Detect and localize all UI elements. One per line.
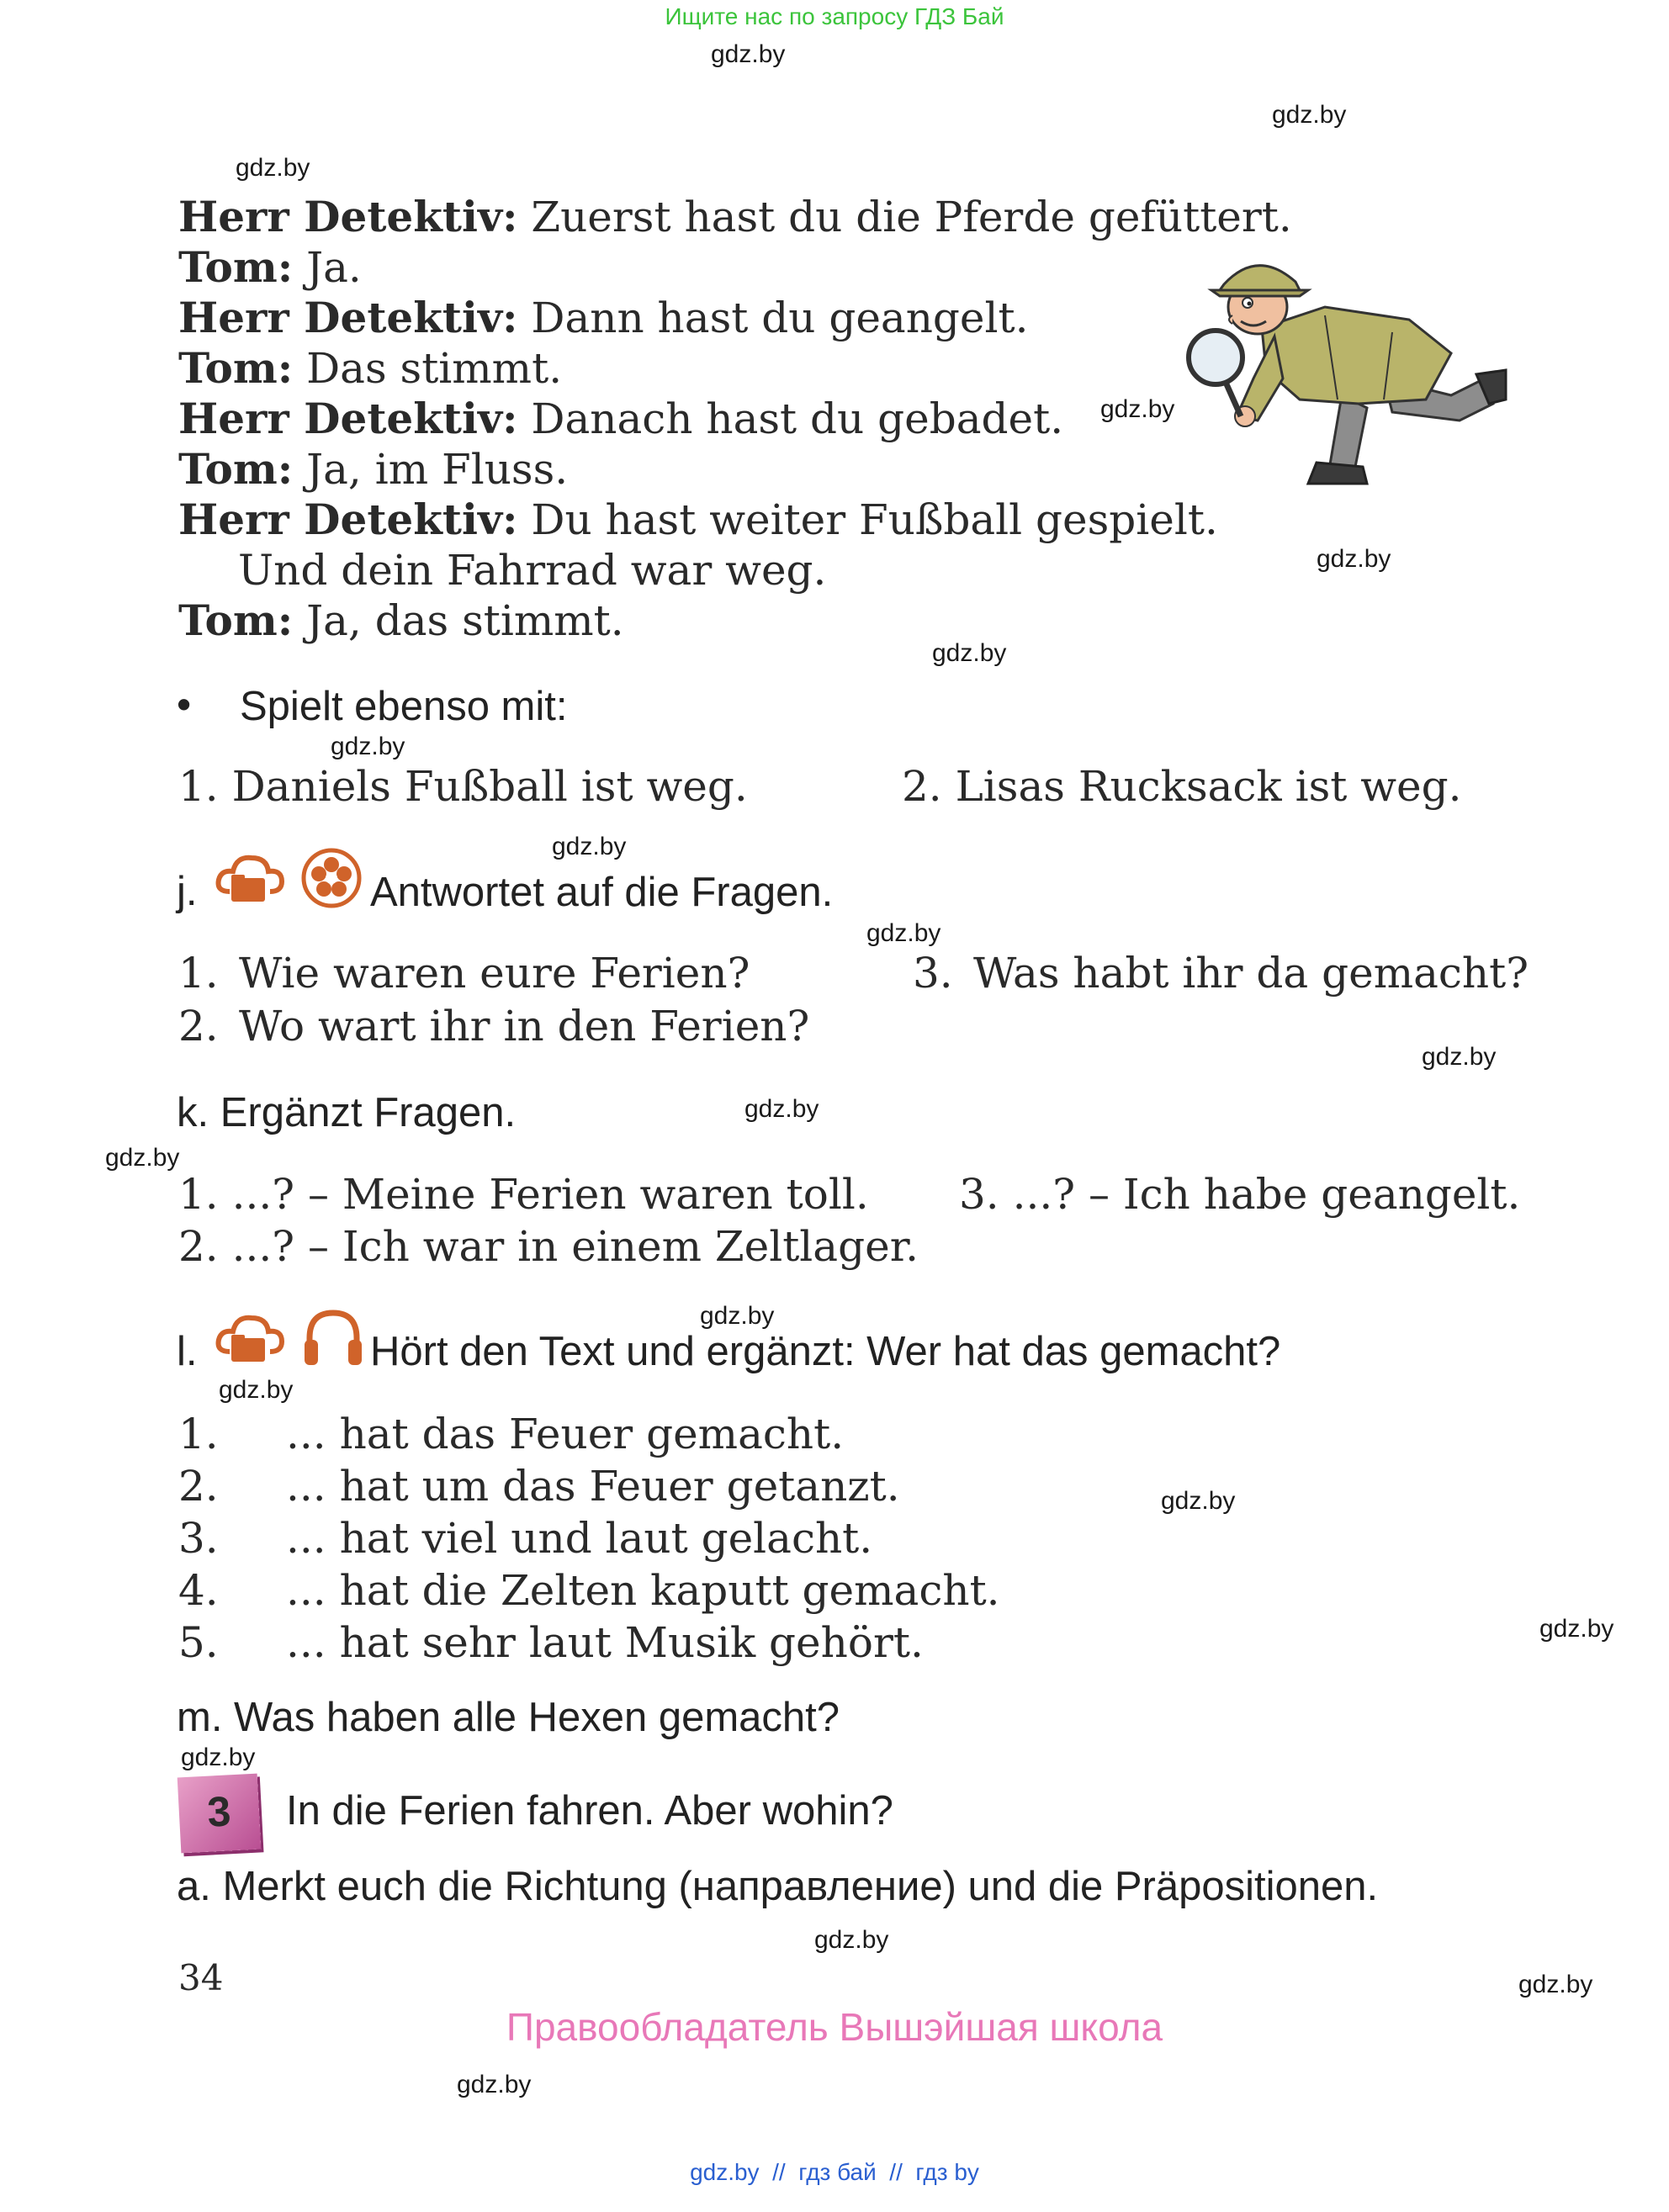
- watermark: gdz.by: [1100, 395, 1175, 423]
- question-item: [178, 948, 750, 998]
- dialogue-text: Ja, im Fluss.: [293, 445, 569, 494]
- speaker-label: Herr Detektiv:: [178, 293, 518, 342]
- cloud-folder-icon[interactable]: [215, 1310, 286, 1368]
- dialogue-line: [178, 595, 624, 646]
- watermark: gdz.by: [1317, 545, 1391, 573]
- dialogue-line: [178, 192, 1292, 242]
- speaker-label: Tom:: [178, 444, 294, 494]
- dialogue-text: Dann hast du geangelt.: [517, 294, 1029, 342]
- speaker-label: Tom:: [178, 595, 294, 645]
- page-number: 34: [178, 1957, 224, 1998]
- item-number: 1.: [178, 1410, 219, 1458]
- watermark: gdz.by: [236, 154, 310, 182]
- list-item: 3. ...? – Ich habe geangelt.: [959, 1170, 1521, 1219]
- watermark: gdz.by: [700, 1302, 775, 1330]
- list-item: 1. Daniels Fußball ist weg.: [178, 762, 748, 811]
- task-k-title-dot: .: [504, 1090, 517, 1135]
- task-j-title: Antwortet auf die Fragen.: [370, 870, 834, 915]
- watermark: gdz.by: [1539, 1615, 1614, 1643]
- watermark: gdz.by: [331, 733, 405, 760]
- dialogue-text: Und dein Fahrrad war weg.: [238, 546, 827, 595]
- item-number: 1.: [178, 949, 219, 998]
- speaker-label: Herr Detektiv:: [178, 394, 518, 443]
- task-l-title: Hört den Text und ergänzt: Wer hat das gemacht?: [370, 1329, 1281, 1374]
- dialogue-line: [178, 242, 362, 293]
- exercise-title: In die Ferien fahren. Aber wohin?: [286, 1788, 893, 1834]
- dialogue-line: [178, 394, 1063, 444]
- play-task-label: Spielt ebenso mit:: [240, 684, 568, 729]
- item-text: Wo wart ihr in den Ferien?: [239, 1002, 810, 1050]
- item-text: ... hat sehr laut Musik gehört.: [286, 1618, 924, 1667]
- item-number: 2.: [178, 1462, 219, 1511]
- watermark: gdz.by: [932, 639, 1007, 667]
- footer-links[interactable]: gdz.by // гдз бай // гдз by: [690, 2159, 979, 2185]
- watermark: gdz.by: [744, 1095, 819, 1123]
- item-text: Was habt ihr da gemacht?: [973, 949, 1529, 998]
- dialogue-line: [178, 293, 1029, 343]
- watermark: gdz.by: [105, 1144, 180, 1172]
- copyright: Правообладатель Вышэйшая школа: [506, 2005, 1163, 2049]
- headphones-icon[interactable]: [301, 1306, 365, 1370]
- watermark: gdz.by: [1272, 101, 1347, 129]
- cloud-folder-icon[interactable]: [215, 849, 286, 908]
- question-item: [178, 1001, 809, 1051]
- list-item: 1. ...? – Meine Ferien waren toll.: [178, 1170, 869, 1219]
- exercise-number-badge: [177, 1774, 262, 1854]
- dialogue-line: [238, 545, 826, 595]
- dialogue-text: Ja.: [293, 243, 362, 292]
- speaker-label: Herr Detektiv:: [178, 192, 518, 241]
- list-item: [178, 1513, 872, 1564]
- item-number: 3.: [178, 1514, 219, 1563]
- item-text: ... hat um das Feuer getanzt.: [286, 1462, 900, 1511]
- item-number: 4.: [178, 1566, 219, 1615]
- list-item: [178, 1461, 900, 1511]
- dialogue-text: Ja, das stimmt.: [293, 596, 624, 645]
- watermark: gdz.by: [1518, 1971, 1593, 1998]
- flower-icon: [301, 848, 362, 908]
- item-number: 5.: [178, 1618, 219, 1667]
- dialogue-line: [178, 495, 1218, 545]
- list-item: [178, 1617, 924, 1668]
- watermark: gdz.by: [552, 833, 627, 860]
- dialogue-text: Du hast weiter Fußball gespielt.: [517, 495, 1218, 544]
- speaker-label: Tom:: [178, 343, 294, 393]
- item-text: ... hat viel und laut gelacht.: [286, 1514, 873, 1563]
- item-text: ... hat das Feuer gemacht.: [286, 1410, 845, 1458]
- dialogue-line: [178, 343, 562, 394]
- watermark: gdz.by: [1161, 1487, 1236, 1515]
- item-text: ... hat die Zelten kaputt gemacht.: [286, 1566, 1000, 1615]
- list-item: [178, 1565, 1000, 1616]
- detective-illustration: [1174, 252, 1510, 496]
- exercise-number: 3: [206, 1787, 232, 1836]
- dialogue-text: Danach hast du gebadet.: [517, 394, 1064, 443]
- task-j-letter: j.: [177, 869, 198, 914]
- top-banner[interactable]: Ищите нас по запросу ГДЗ Бай: [665, 3, 1004, 29]
- task-k-title: [177, 1087, 516, 1138]
- dialogue-line: [178, 444, 568, 495]
- watermark: gdz.by: [814, 1926, 889, 1954]
- item-text: Wie waren eure Ferien?: [239, 949, 750, 998]
- dialogue-text: Zuerst hast du die Pferde gefüttert.: [517, 193, 1292, 241]
- play-task-bullet: •: [177, 682, 192, 728]
- task-l-letter: l.: [177, 1329, 198, 1374]
- list-item: 2. ...? – Ich war in einem Zeltlager.: [178, 1222, 919, 1271]
- watermark: gdz.by: [711, 40, 786, 68]
- question-item: [913, 948, 1529, 998]
- list-item: [178, 1409, 844, 1459]
- watermark: gdz.by: [1422, 1043, 1497, 1071]
- item-number: 2.: [178, 1002, 219, 1050]
- dialogue-text: Das stimmt.: [293, 344, 563, 393]
- task-m-title: m. Was haben alle Hexen gemacht?: [177, 1695, 840, 1740]
- speaker-label: Tom:: [178, 242, 294, 292]
- speaker-label: Herr Detektiv:: [178, 495, 518, 544]
- list-item: 2. Lisas Rucksack ist weg.: [902, 762, 1462, 811]
- watermark: gdz.by: [457, 2071, 532, 2098]
- item-number: 3.: [913, 949, 953, 998]
- watermark: gdz.by: [181, 1744, 256, 1771]
- exercise-subtask-a: a. Merkt euch die Richtung (направление) und die Präpositionen.: [177, 1864, 1379, 1909]
- watermark: gdz.by: [219, 1376, 294, 1404]
- watermark: gdz.by: [866, 919, 941, 947]
- task-k-title-main: k. Ergänzt Fragen: [177, 1090, 505, 1135]
